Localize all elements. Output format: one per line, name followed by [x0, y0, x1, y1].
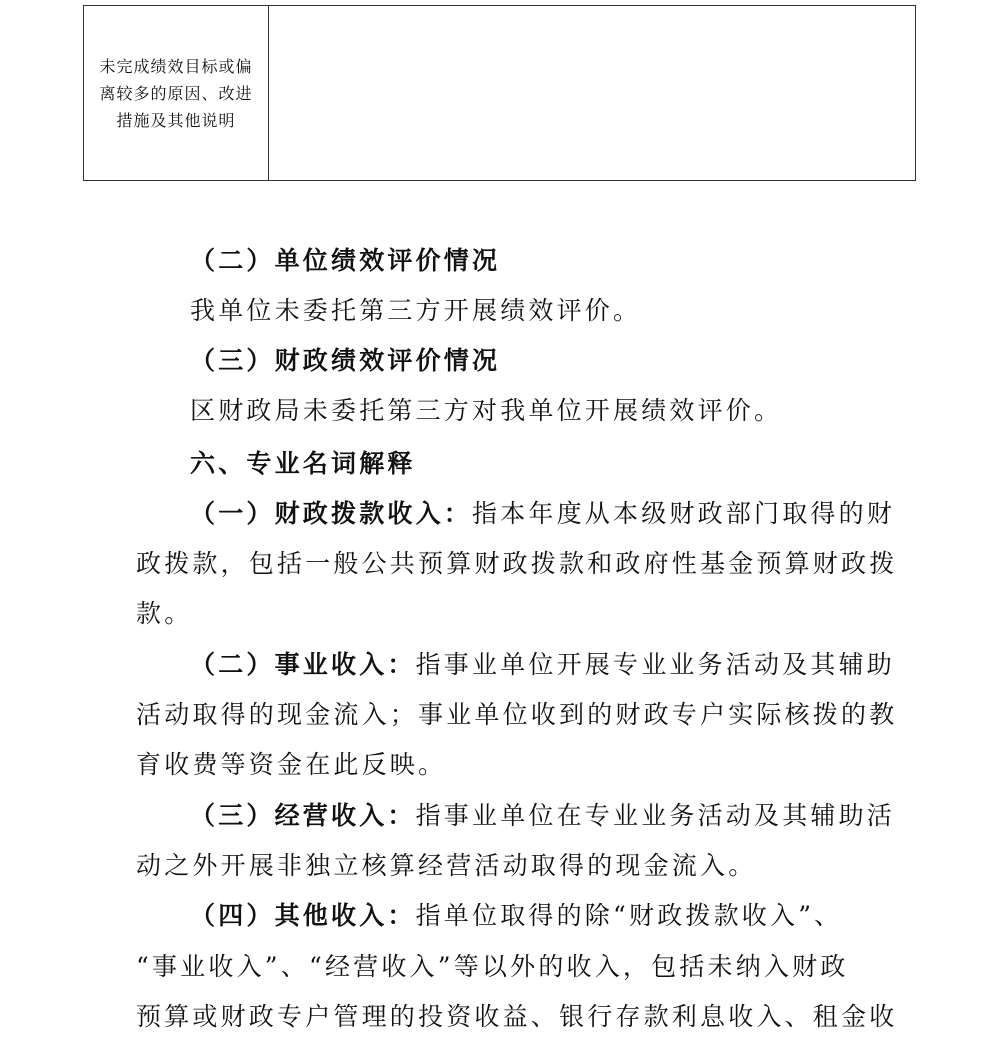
term4-line-2: “事业收入”、“经营收入”等以外的收入，包括未纳入财政 [136, 952, 849, 981]
table-value-cell [269, 6, 915, 180]
table-row [84, 6, 915, 180]
term1-line-3: 款。 [136, 599, 193, 628]
term4-line-3: 预算或财政专户管理的投资收益、银行存款利息收入、租金收 [136, 1002, 898, 1031]
glossary-heading: 六、专业名词解释 [190, 449, 416, 478]
term3-first-line [190, 791, 1000, 841]
finance-eval-text: 区财政局未委托第三方对我单位开展绩效评价。 [190, 396, 783, 425]
term4-first-line [190, 891, 1000, 941]
label-line-1: 未完成绩效目标或偏 [99, 56, 253, 76]
unit-eval-text: 我单位未委托第三方开展绩效评价。 [190, 296, 642, 325]
table-label-cell [84, 6, 269, 180]
term2-line-3: 育收费等资金在此反映。 [136, 750, 447, 779]
term3-line-2: 动之外开展非独立核算经营活动取得的现金流入。 [136, 851, 757, 880]
term1-line-1: 指本年度从本级财政部门取得的财 [472, 499, 896, 528]
term3-line-1: 指事业单位在专业业务活动及其辅助活 [415, 801, 896, 830]
term2-first-line [190, 640, 1000, 690]
label-line-2: 离较多的原因、改进 [99, 83, 253, 103]
term1-line-2: 政拨款，包括一般公共预算财政拨款和政府性基金预算财政拨 [136, 549, 898, 578]
term4-title: （四）其他收入： [190, 901, 416, 930]
finance-eval-heading: （三）财政绩效评价情况 [190, 346, 501, 375]
term2-title: （二）事业收入： [190, 650, 416, 679]
label-line-3: 措施及其他说明 [116, 110, 236, 130]
performance-table [83, 5, 916, 181]
unit-eval-heading: （二）单位绩效评价情况 [190, 246, 501, 275]
term2-line-1: 指事业单位开展专业业务活动及其辅助 [415, 650, 896, 679]
term2-line-2: 活动取得的现金流入；事业单位收到的财政专户实际核拨的教 [136, 700, 898, 729]
term1-title: （一）财政拨款收入： [190, 499, 473, 528]
term4-line-1: 指单位取得的除“财政拨款收入”、 [415, 901, 843, 930]
term3-title: （三）经营收入： [190, 801, 416, 830]
term1-first-line [190, 489, 1000, 539]
